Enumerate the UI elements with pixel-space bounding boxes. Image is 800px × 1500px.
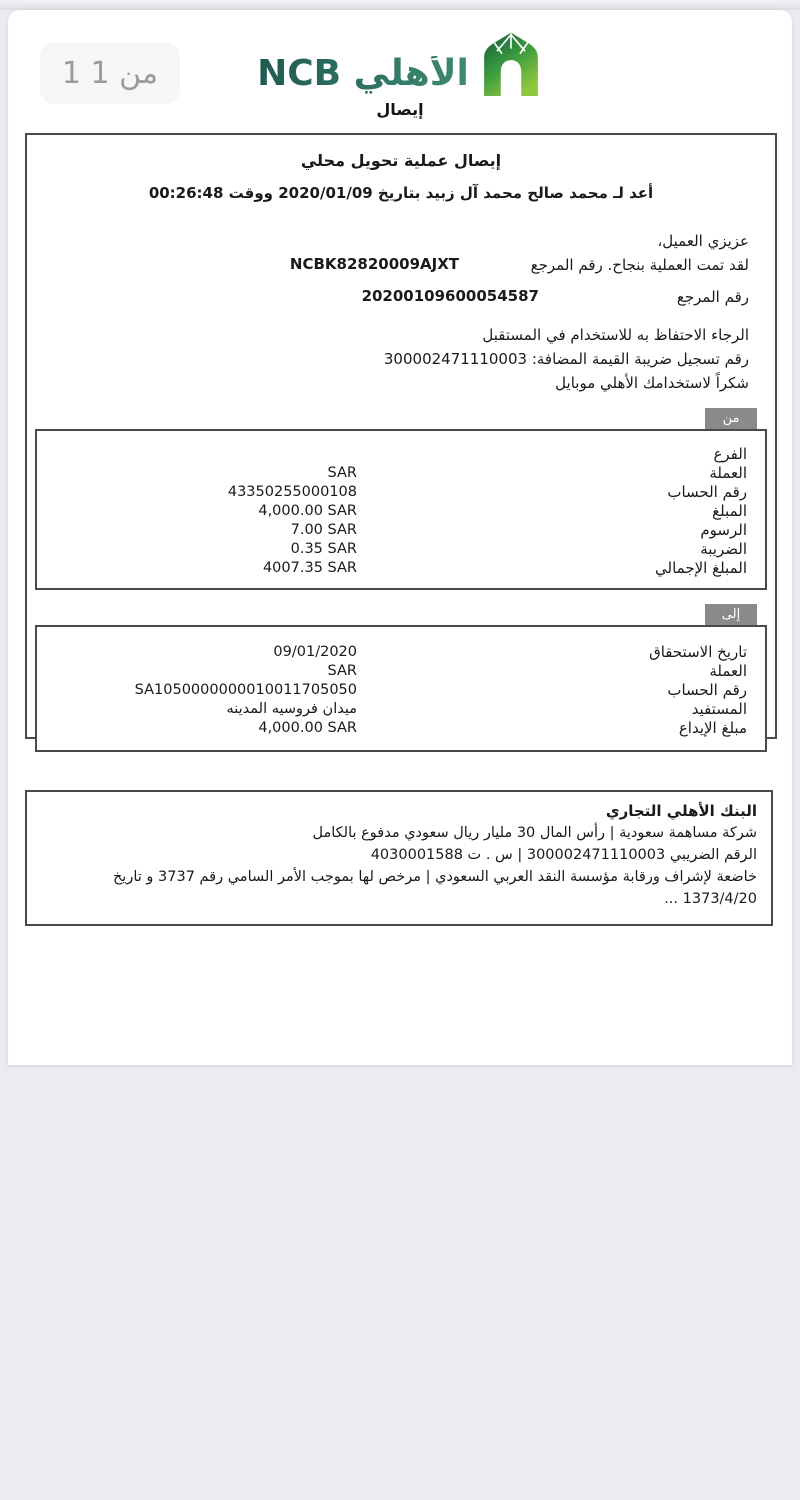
vat-registration-text: رقم تسجيل ضريبة القيمة المضافة: 300002471110003 [383, 350, 749, 368]
row-value: 4,000.00 SAR [258, 720, 357, 736]
bank-logo-text: NCB الأهلي [257, 53, 469, 94]
page-number-badge: 1 من 1 [40, 42, 180, 104]
receipt-label: إيصال [376, 100, 424, 119]
row-label: المبلغ الإجمالي [655, 559, 747, 577]
bank-name: البنك الأهلي التجاري [605, 802, 757, 820]
row-value: ميدان فروسيه المدينه [226, 701, 357, 717]
table-row [37, 502, 765, 521]
row-value: 4,000.00 SAR [258, 503, 357, 519]
bank-info-line: الرقم الضريبي 300002471110003 | س . ت 4030001588 [370, 847, 757, 863]
to-section [35, 604, 767, 752]
row-label: تاريخ الاستحقاق [649, 643, 747, 661]
row-label: الرسوم [700, 521, 747, 539]
table-row [37, 681, 765, 700]
bank-info-line: خاضعة لإشراف ورقابة مؤسسة النقد العربي السعودي | مرخص لها بموجب الأمر السامي رقم 3737 و تاريخ 1373/4/20 ... [112, 869, 757, 907]
reference-label: رقم المرجع [676, 288, 749, 306]
table-row [37, 559, 765, 578]
table-row [37, 540, 765, 559]
bank-logo-block [8, 32, 792, 119]
keep-note-text: الرجاء الاحتفاظ به للاستخدام في المستقبل [482, 326, 749, 344]
row-label: رقم الحساب [667, 681, 747, 699]
row-label: العملة [709, 464, 747, 482]
reference-label: لقد تمت العملية بنجاح. رقم المرجع [530, 256, 749, 274]
from-section [35, 408, 767, 590]
from-section-box [35, 429, 767, 590]
table-row [37, 464, 765, 483]
receipt-prepared-line: أعد لـ محمد صالح محمد آل زبيد بتاريخ 2020/01/09 ووقت 00:26:48 [148, 184, 654, 202]
table-row [37, 719, 765, 738]
reference-value: 20200109600054587 [361, 287, 539, 305]
to-section-tab: إلى [705, 604, 757, 625]
table-row [37, 521, 765, 540]
row-label: المستفيد [691, 700, 747, 718]
table-row [37, 483, 765, 502]
to-section-box [35, 625, 767, 752]
table-row [37, 662, 765, 681]
row-label: المبلغ [712, 502, 747, 520]
row-label: الضريبة [700, 540, 747, 558]
row-label: مبلغ الإيداع [678, 719, 747, 737]
row-value: 4007.35 SAR [262, 560, 357, 576]
receipt-page [8, 10, 792, 1065]
bank-info-box [25, 790, 773, 926]
from-section-tab: من [705, 408, 757, 429]
row-value: 7.00 SAR [290, 522, 357, 538]
greeting-text: عزيزي العميل، [657, 232, 749, 250]
reference-value: NCBK82820009AJXT [289, 255, 459, 273]
row-value: 43350255000108 [227, 484, 357, 500]
row-label: الفرع [713, 445, 747, 463]
row-value: SA1050000000010011705050 [134, 682, 357, 698]
row-label: رقم الحساب [667, 483, 747, 501]
receipt-title: إيصال عملية تحويل محلي [300, 151, 502, 170]
row-label: العملة [709, 662, 747, 680]
ncb-arch-logo-icon [479, 32, 543, 96]
top-strip [0, 0, 800, 10]
reference-row [27, 284, 775, 314]
table-row [37, 700, 765, 719]
row-value: 0.35 SAR [290, 541, 357, 557]
row-value: 09/01/2020 [273, 644, 357, 660]
receipt-main-box [25, 133, 777, 739]
thanks-text: شكراً لاستخدامك الأهلي موبايل [555, 374, 749, 392]
row-value: SAR [327, 663, 357, 679]
bank-info-line: شركة مساهمة سعودية | رأس المال 30 مليار ريال سعودي مدفوع بالكامل [312, 825, 757, 841]
table-row [37, 445, 765, 464]
row-value: SAR [327, 465, 357, 481]
reference-row [27, 252, 775, 282]
table-row [37, 643, 765, 662]
